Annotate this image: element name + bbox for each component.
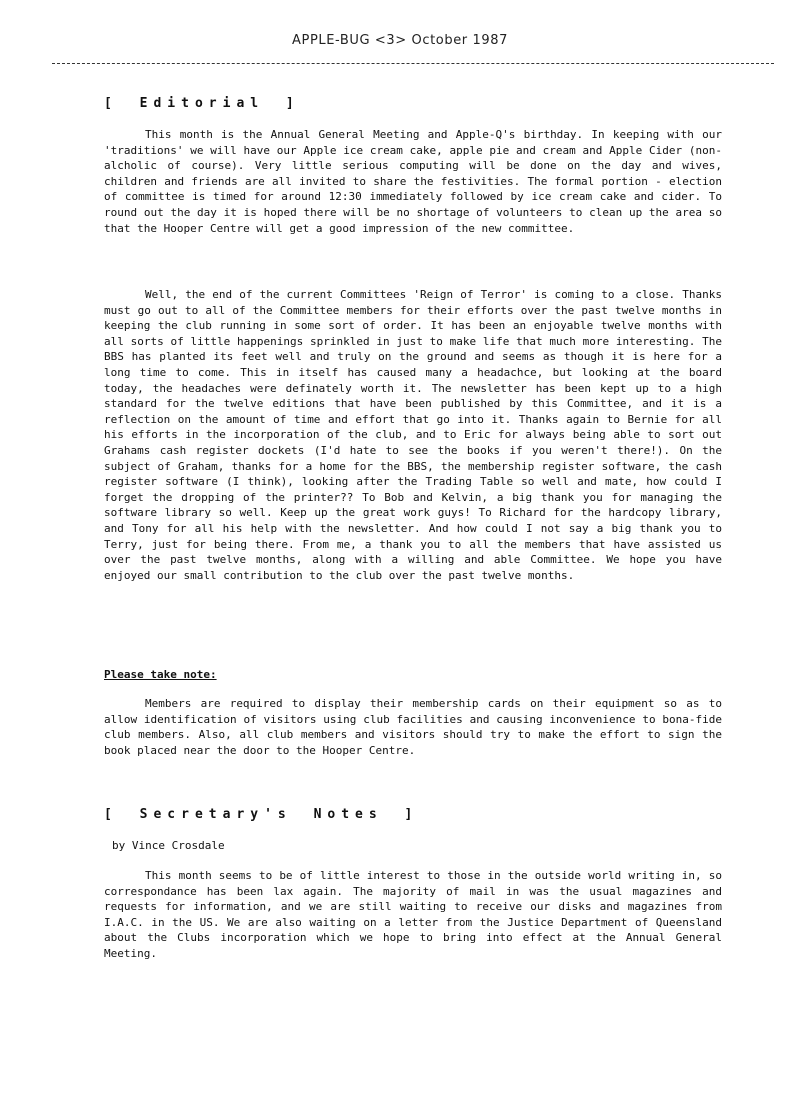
editorial-paragraph-2: Well, the end of the current Committees 'Reign of Terror' is coming to a close. Thanks must go out to all of the Committee members for their efforts over the past twelve months in keeping the club running in some sort of order. It has been an enjoyable twelve months with all sorts of little happenings sprinkled in just to make life that much more interesting. The BBS has planted its feet well and truly on the ground and seems as though it is here for a long time to come. This in itself has caused many a headachce, but looking at the board today, the headaches were definately worth it. The newsletter has been kept up to a high standard for the twelve editions that have been published by this Committee, and it is a reflection on the amount of time and effort that go into it. Thanks again to Bernie for all his efforts in the incorporation of the club, and to Eric for always being able to sort out Grahams cash register dockets (I'd hate to see the books if you weren't there!). On the subject of Graham, thanks for a home for the BBS, the membership register software, the cash register software (I think), looking after the Trading Table so well and mate, how could I forget the dropping of the printer?? To Bob and Kelvin, a big thank you for managing the software library so well. Keep up the great work guys! To Richard for the hardcopy library, and Tony for all his help with the newsletter. And how could I not say a big thank you to Terry, just for being there. From me, a thank you to all the members that have assisted us over the past twelve months, along with a willing and able Committee. We hope you have enjoyed our small contribution to the club over the past twelve months. [104,288,722,582]
header-divider [52,63,774,64]
note-paragraph: Members are required to display their membership cards on their equipment so as to allow identification of visitors using club facilities and causing inconvenience to bona-fide club members. Also, all club members and visitors should try to make the effort to sign the book placed near the door to the Hooper Centre. [104,697,722,757]
secretary-paragraph: This month seems to be of little interest to those in the outside world writing in, so correspondance has been lax again. The majority of mail in was the usual magazines and requests for information, and we are still waiting to receive our disks and magazines from I.A.C. in the US. We are also waiting on a letter from the Justice Department of Queensland about the Clubs incorporation which we hope to bring into effect at the Annual General Meeting. [104,869,722,960]
editorial-heading: [ Editorial ] [104,96,300,111]
byline: by Vince Crosdale [112,839,225,852]
editorial-paragraph-1: This month is the Annual General Meeting and Apple-Q's birthday. In keeping with our 'traditions' we will have our Apple ice cream cake, apple pie and cream and Apple Cider (non-alcholic of course). Very little serious computing will be done on the day and wives, children and friends are all invited to share the festivities. The formal portion - election of committee is timed for around 12:30 immediately followed by ice cream cake and cider. To round out the day it is hoped there will be no shortage of volunteers to clean up the area so that the Hooper Centre will get a good impression of the new committee. [104,128,722,235]
note-label: Please take note: [104,668,217,681]
page-header: APPLE-BUG <3> October 1987 [292,33,508,48]
secretary-heading: [ Secretary's Notes ] [104,807,419,822]
